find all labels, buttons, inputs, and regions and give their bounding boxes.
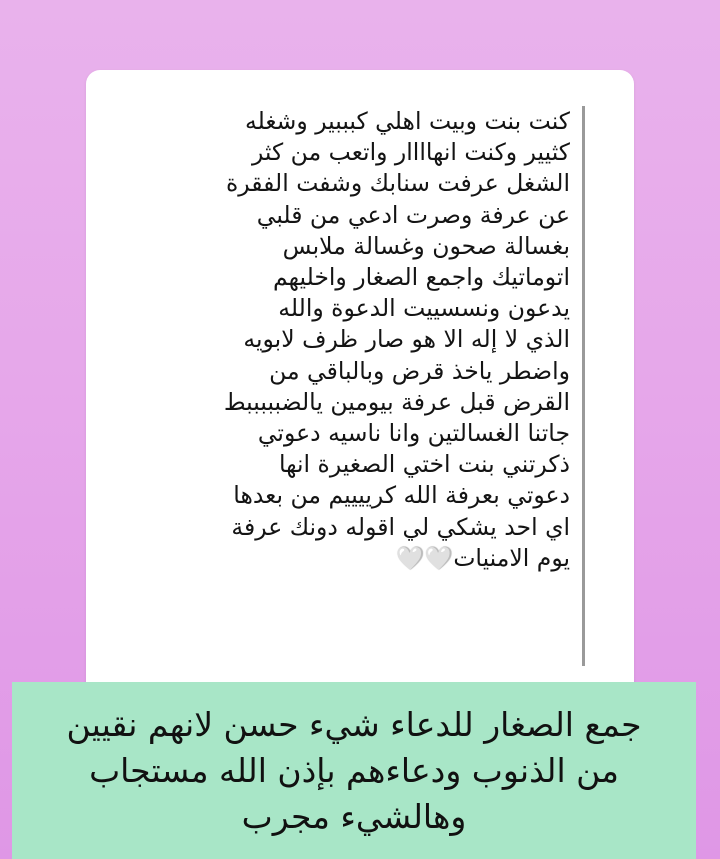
message-line: اتوماتيك واجمع الصغار واخليهم <box>273 263 570 292</box>
message-line: الشغل عرفت سنابك وشفت الفقرة <box>226 169 570 198</box>
message-line: بغسالة صحون وغسالة ملابس <box>282 231 570 260</box>
caption-line: جمع الصغار للدعاء شيء حسن لانهم نقيين <box>66 705 642 744</box>
message-line: اي احد يشكي لي اقوله دونك عرفة <box>231 512 570 541</box>
message-line: كنت بنت وبيت اهلي كبببير وشغله <box>244 107 570 135</box>
caption-banner <box>12 682 696 859</box>
white-heart-icon: 🤍🤍 <box>396 545 454 572</box>
message-line: يدعون ونسسييت الدعوة والله <box>278 294 570 323</box>
message-last-line-text: يوم الامنيات <box>453 543 570 572</box>
caption-line: من الذنوب ودعاءهم بإذن الله مستجاب <box>89 751 619 790</box>
message-line: الذي لا إله الا هو صار ظرف لابويه <box>243 325 570 354</box>
message-line: جاتنا الغسالتين وانا ناسيه دعوتي <box>257 419 570 448</box>
message-line: واضطر ياخذ قرض وبالباقي من <box>269 356 570 385</box>
quoted-message <box>148 106 585 666</box>
message-line: كثيير وكنت انهاااار واتعب من كثر <box>251 138 570 167</box>
message-line: عن عرفة وصرت ادعي من قلبي <box>256 200 570 229</box>
caption-line: وهالشيء مجرب <box>241 797 467 836</box>
message-card <box>86 70 634 770</box>
message-line: دعوتي بعرفة الله كرييييم من بعدها <box>233 481 570 510</box>
message-line: القرض قبل عرفة بيومين يالضبببببط <box>223 387 570 416</box>
message-last-line <box>148 543 570 575</box>
message-line: ذكرتني بنت اختي الصغيرة انها <box>279 450 570 479</box>
